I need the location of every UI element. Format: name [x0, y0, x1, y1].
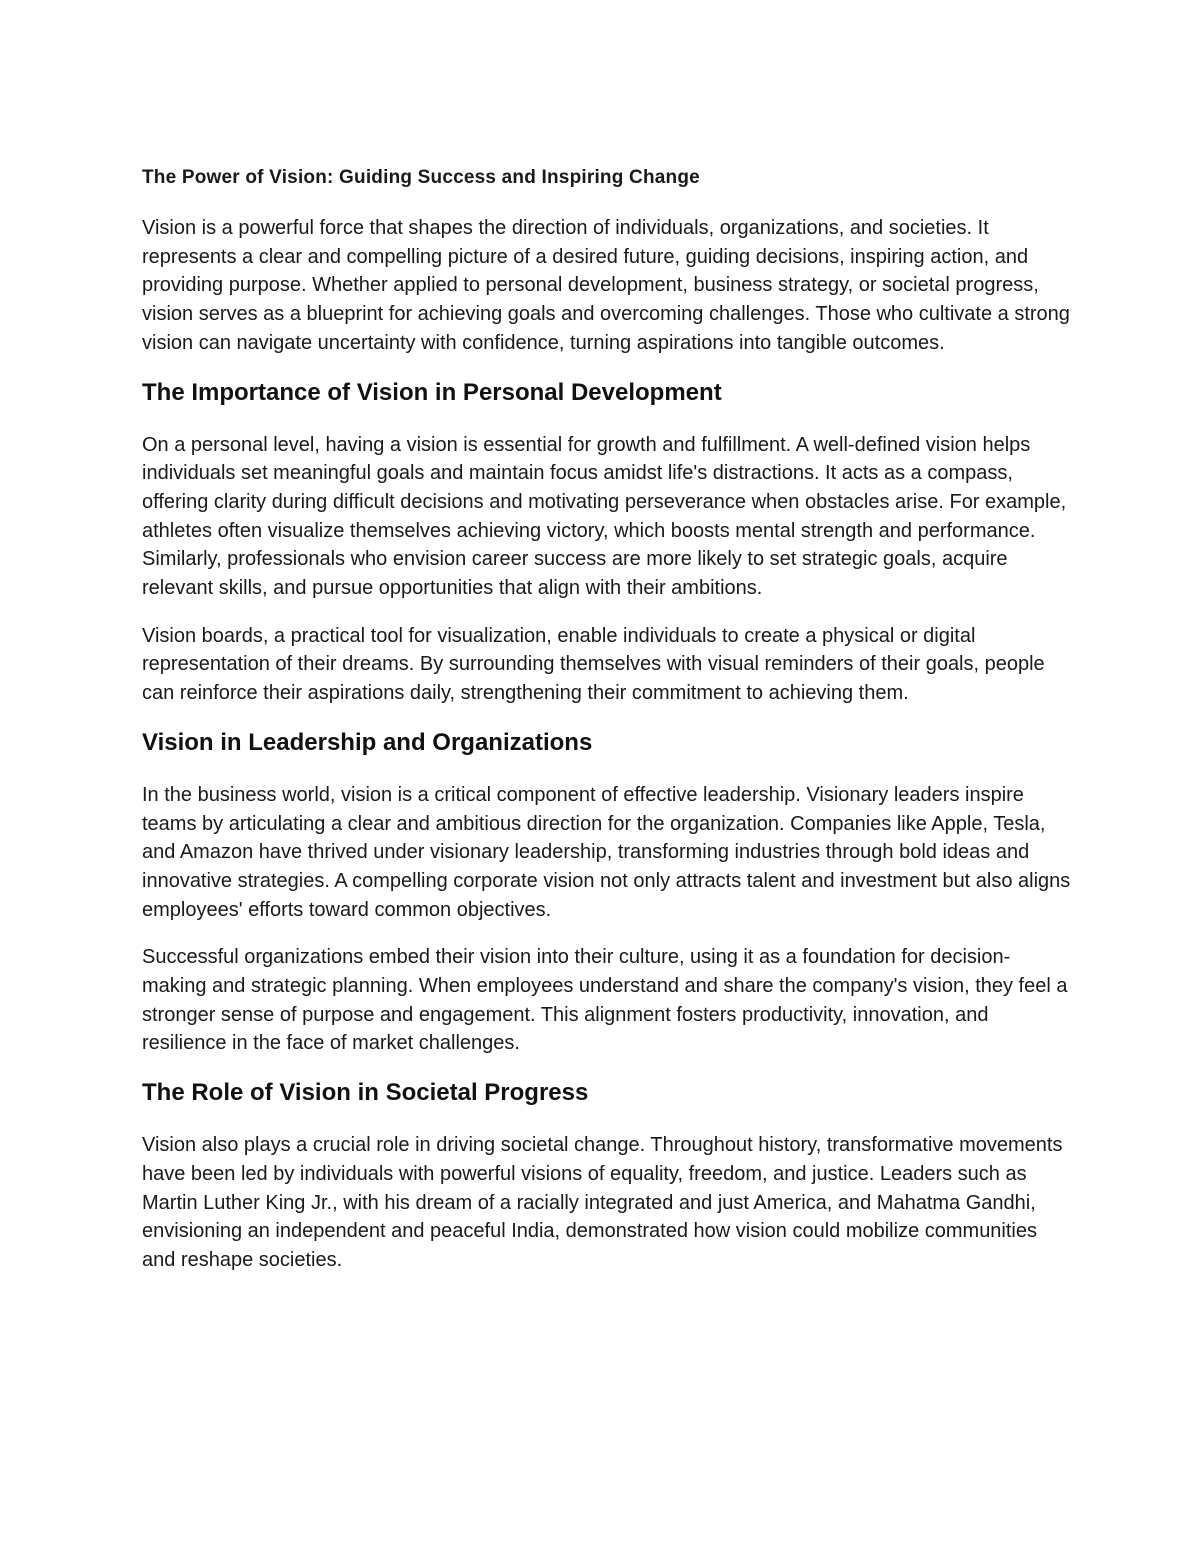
section-paragraph: In the business world, vision is a critical component of effective leadership. Visionary leaders inspire teams by articulating a clear and ambitious direction for the organization. Companies like Apple, Tesla, and Amazon have thrived under visionary leadership, transforming industries through bold ideas and innovative strategies. A compelling corporate vision not only attracts talent and investment but also aligns employees' efforts toward common objectives. [142, 783, 1071, 921]
section-heading-personal-development: The Importance of Vision in Personal Development [142, 378, 722, 406]
section-heading-leadership: Vision in Leadership and Organizations [142, 728, 593, 756]
intro-paragraph: Vision is a powerful force that shapes the direction of individuals, organizations, and societies. It represents a clear and compelling picture of a desired future, guiding decisions, inspiring action, and providing purpose. Whether applied to personal development, business strategy, or societal progress, vision serves as a blueprint for achieving goals and overcoming challenges. Those who cultivate a strong vision can navigate uncertainty with confidence, turning aspirations into tangible outcomes. [142, 217, 1070, 354]
section-paragraph: On a personal level, having a vision is essential for growth and fulfillment. A well-defined vision helps individuals set meaningful goals and maintain focus amidst life's distractions. It acts as a compass, offering clarity during difficult decisions and motivating perseverance when obstacles arise. For example, athletes often visualize themselves achieving victory, which boosts mental strength and performance. Similarly, professionals who envision career success are more likely to set strategic goals, acquire relevant skills, and pursue opportunities that align with their ambitions. [142, 433, 1067, 600]
section-paragraph: Successful organizations embed their vision into their culture, using it as a foundation for decision-making and strategic planning. When employees understand and share the company's vision, they feel a stronger sense of purpose and engagement. This alignment fosters productivity, innovation, and resilience in the face of market challenges. [142, 946, 1068, 1055]
section-paragraph: Vision also plays a crucial role in driving societal change. Throughout history, transformative movements have been led by individuals with powerful visions of equality, freedom, and justice. Leaders such as Martin Luther King Jr., with his dream of a racially integrated and just America, and Mahatma Gandhi, envisioning an independent and peaceful India, demonstrated how vision could mobilize communities and reshape societies. [142, 1134, 1063, 1271]
document-title: The Power of Vision: Guiding Success and Inspiring Change [142, 167, 700, 188]
section-paragraph: Vision boards, a practical tool for visualization, enable individuals to create a physical or digital representation of their dreams. By surrounding themselves with visual reminders of their goals, people can reinforce their aspirations daily, strengthening their commitment to achieving them. [142, 624, 1045, 705]
document-page [142, 164, 1072, 1294]
section-heading-societal-progress: The Role of Vision in Societal Progress [142, 1079, 589, 1107]
